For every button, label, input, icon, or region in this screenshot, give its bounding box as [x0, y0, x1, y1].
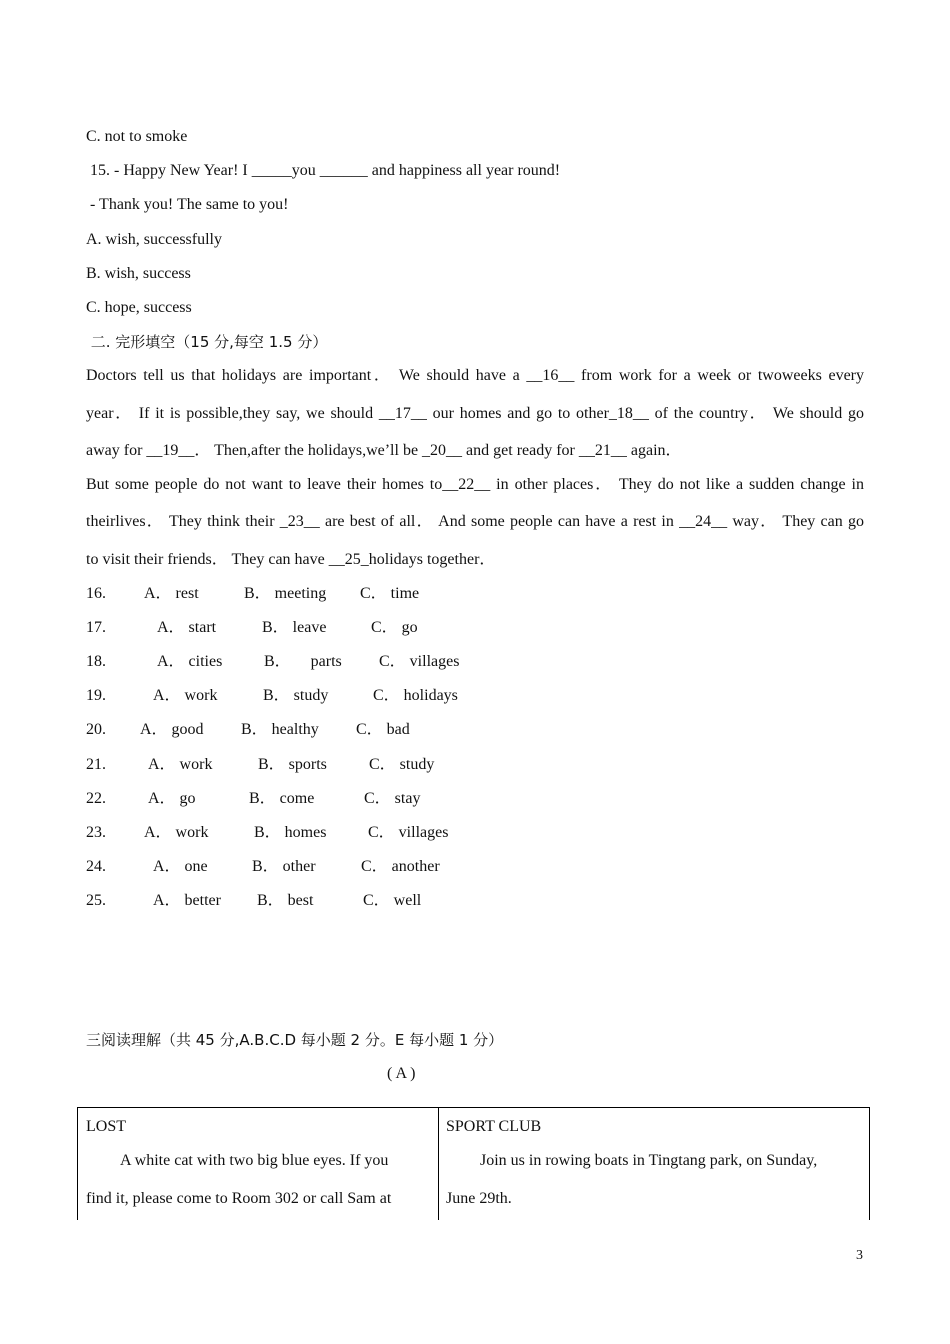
option-a: A． cities — [157, 653, 223, 670]
question-number: 16. — [86, 585, 106, 602]
option-c: C． time — [360, 585, 420, 602]
option-c: C． bad — [356, 721, 410, 738]
section-3-subheading: ( A ) — [387, 1065, 416, 1082]
question-number: 22. — [86, 790, 106, 807]
option-a: A． one — [153, 858, 208, 875]
option-b: B． come — [249, 790, 315, 807]
page-number: 3 — [856, 1248, 863, 1263]
option-c: C． villages — [368, 824, 449, 841]
option-b: B． parts — [264, 653, 342, 670]
option-a: A． good — [140, 721, 204, 738]
option-b: B． sports — [258, 756, 327, 773]
question-number: 25. — [86, 892, 106, 909]
passage-paragraph-1-line-3: away for __19__． Then,after the holidays,we’ll be _20__ and get ready for __21__ again． — [86, 442, 682, 459]
option-a: A． go — [148, 790, 196, 807]
option-a: A． start — [157, 619, 217, 636]
q15-option-b: B. wish, success — [86, 265, 191, 282]
option-c: C． villages — [379, 653, 460, 670]
question-number: 18. — [86, 653, 106, 670]
option-b: B． meeting — [244, 585, 327, 602]
question-number: 17. — [86, 619, 106, 636]
q15-option-a: A. wish, successfully — [86, 231, 222, 248]
option-c: C． well — [363, 892, 422, 909]
sport-club-title: SPORT CLUB — [446, 1118, 542, 1135]
option-b: B． homes — [254, 824, 327, 841]
lost-text-line-2: find it, please come to Room 302 or call Sam at — [86, 1190, 392, 1207]
question-number: 23. — [86, 824, 106, 841]
option-b: B． best — [257, 892, 314, 909]
section-2-heading: 二. 完形填空（15 分,每空 1.5 分） — [86, 333, 328, 351]
q15-option-c: C. hope, success — [86, 299, 192, 316]
table-divider — [438, 1108, 439, 1220]
option-b: B． healthy — [241, 721, 319, 738]
option-c: C． study — [369, 756, 435, 773]
option-c: C． another — [361, 858, 440, 875]
q15-question: 15. - Happy New Year! I _____you ______ and happiness all year round! — [86, 162, 561, 179]
option-a: A． work — [144, 824, 209, 841]
passage-paragraph-2-line-3: to visit their friends． They can have __25_holidays together． — [86, 551, 496, 568]
question-number: 19. — [86, 687, 106, 704]
option-a: A． rest — [144, 585, 199, 602]
notice-table — [77, 1107, 870, 1220]
sport-club-text-line-1: Join us in rowing boats in Tingtang park, on Sunday, — [480, 1152, 818, 1169]
option-b: B． other — [252, 858, 316, 875]
option-b: B． leave — [262, 619, 327, 636]
passage-paragraph-2-line-2: theirlives． They think their _23__ are best of all． And some people can have a rest in __24__ way． They can go — [86, 513, 864, 530]
question-number: 24. — [86, 858, 106, 875]
passage-paragraph-2-line-1: But some people do not want to leave their homes to__22__ in other places． They do not like a sudden change in — [86, 476, 864, 493]
q14-option-c: C. not to smoke — [86, 128, 188, 145]
sport-club-text-line-2: June 29th. — [446, 1190, 512, 1207]
option-c: C． go — [371, 619, 418, 636]
option-a: A． work — [153, 687, 218, 704]
passage-paragraph-1-line-1: Doctors tell us that holidays are important． We should have a __16__ from work for a week or twoweeks every — [86, 367, 864, 384]
option-c: C． holidays — [373, 687, 458, 704]
question-number: 20. — [86, 721, 106, 738]
lost-title: LOST — [86, 1118, 126, 1135]
option-a: A． better — [153, 892, 221, 909]
section-3-heading: 三阅读理解（共 45 分,A.B.C.D 每小题 2 分。E 每小题 1 分） — [86, 1031, 504, 1049]
passage-paragraph-1-line-2: year． If it is possible,they say, we should __17__ our homes and go to other_18__ of the country． We should go — [86, 405, 865, 422]
lost-text-line-1: A white cat with two big blue eyes. If you — [120, 1152, 389, 1169]
option-b: B． study — [263, 687, 329, 704]
q15-reply: - Thank you! The same to you! — [86, 196, 289, 213]
option-c: C． stay — [364, 790, 421, 807]
option-a: A． work — [148, 756, 213, 773]
question-number: 21. — [86, 756, 106, 773]
